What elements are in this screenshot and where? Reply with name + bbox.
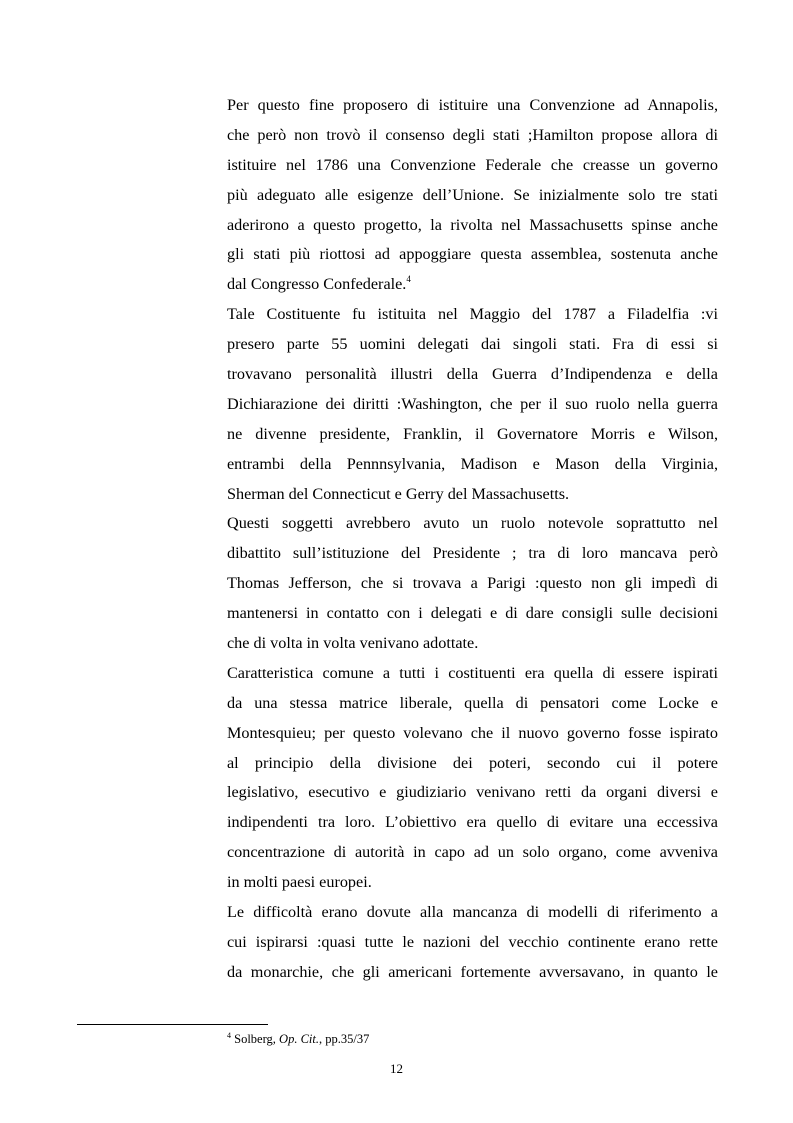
text-line: Caratteristica comune a tutti i costituenti era quella di essere ispirati bbox=[227, 663, 718, 682]
text-line-last: in molti paesi europei. bbox=[227, 873, 372, 892]
page-number: 12 bbox=[390, 1061, 403, 1076]
text-line: Thomas Jefferson, che si trovava a Parigi :questo non gli impedì di bbox=[227, 574, 718, 593]
text-line: ne divenne presidente, Franklin, il Governatore Morris e Wilson, bbox=[227, 424, 718, 443]
text-line: che però non trovò il consenso degli stati ;Hamilton propose allora di bbox=[227, 125, 718, 144]
text-line: Montesquieu; per questo volevano che il nuovo governo fosse ispirato bbox=[227, 723, 718, 742]
text-line: da monarchie, che gli americani fortemente avversavano, in quanto le bbox=[227, 962, 718, 981]
text-line: indipendenti tra loro. L’obiettivo era quello di evitare una eccessiva bbox=[227, 813, 718, 832]
text-line-last bbox=[227, 270, 718, 300]
footnote bbox=[227, 1031, 369, 1047]
text-line-last: che di volta in volta venivano adottate. bbox=[227, 634, 479, 653]
text-line-last: Sherman del Connecticut e Gerry del Massachusetts. bbox=[227, 484, 570, 503]
text-line: più adeguato alle esigenze dell’Unione. Se inizialmente solo tre stati bbox=[227, 185, 718, 204]
text-line: concentrazione di autorità in capo ad un solo organo, come avveniva bbox=[227, 843, 718, 862]
footnote-author: Solberg, bbox=[234, 1032, 280, 1046]
text-line: entrambi della Pennnsylvania, Madison e Mason della Virginia, bbox=[227, 454, 718, 473]
footnote-marker: 4 bbox=[227, 1031, 231, 1040]
text-line: cui ispirarsi :quasi tutte le nazioni del vecchio continente erano rette bbox=[227, 932, 718, 951]
body-text bbox=[227, 91, 718, 988]
footnote-pages: , pp.35/37 bbox=[318, 1032, 370, 1046]
text-line: trovavano personalità illustri della Guerra d’Indipendenza e della bbox=[227, 365, 718, 384]
text-line: legislativo, esecutivo e giudiziario venivano retti da organi diversi e bbox=[227, 783, 718, 802]
text-line: Dichiarazione dei diritti :Washington, che per il suo ruolo nella guerra bbox=[227, 394, 718, 413]
text-line: Tale Costituente fu istituita nel Maggio del 1787 a Filadelfia :vi bbox=[227, 305, 718, 324]
text-line-content: dal Congresso Confederale. bbox=[227, 275, 407, 294]
text-line: dibattito sull’istituzione del Presidente ; tra di loro mancava però bbox=[227, 544, 718, 563]
text-line: Questi soggetti avrebbero avuto un ruolo notevole soprattutto nel bbox=[227, 514, 718, 533]
text-line: Le difficoltà erano dovute alla mancanza di modelli di riferimento a bbox=[227, 903, 718, 922]
text-line: al principio della divisione dei poteri, secondo cui il potere bbox=[227, 753, 718, 772]
footnote-reference[interactable]: 4 bbox=[406, 274, 411, 285]
text-line: istituire nel 1786 una Convenzione Federale che creasse un governo bbox=[227, 155, 718, 174]
footnote-work: Op. Cit. bbox=[279, 1032, 319, 1046]
text-line: aderirono a questo progetto, la rivolta nel Massachusetts spinse anche bbox=[227, 215, 718, 234]
text-line: mantenersi in contatto con i delegati e di dare consigli sulle decisioni bbox=[227, 604, 718, 623]
text-line: presero parte 55 uomini delegati dai singoli stati. Fra di essi si bbox=[227, 335, 718, 354]
text-line: gli stati più riottosi ad appoggiare questa assemblea, sostenuta anche bbox=[227, 245, 718, 264]
text-line: Per questo fine proposero di istituire una Convenzione ad Annapolis, bbox=[227, 96, 718, 114]
footnote-divider bbox=[77, 1024, 268, 1025]
text-line: da una stessa matrice liberale, quella di pensatori come Locke e bbox=[227, 693, 718, 712]
